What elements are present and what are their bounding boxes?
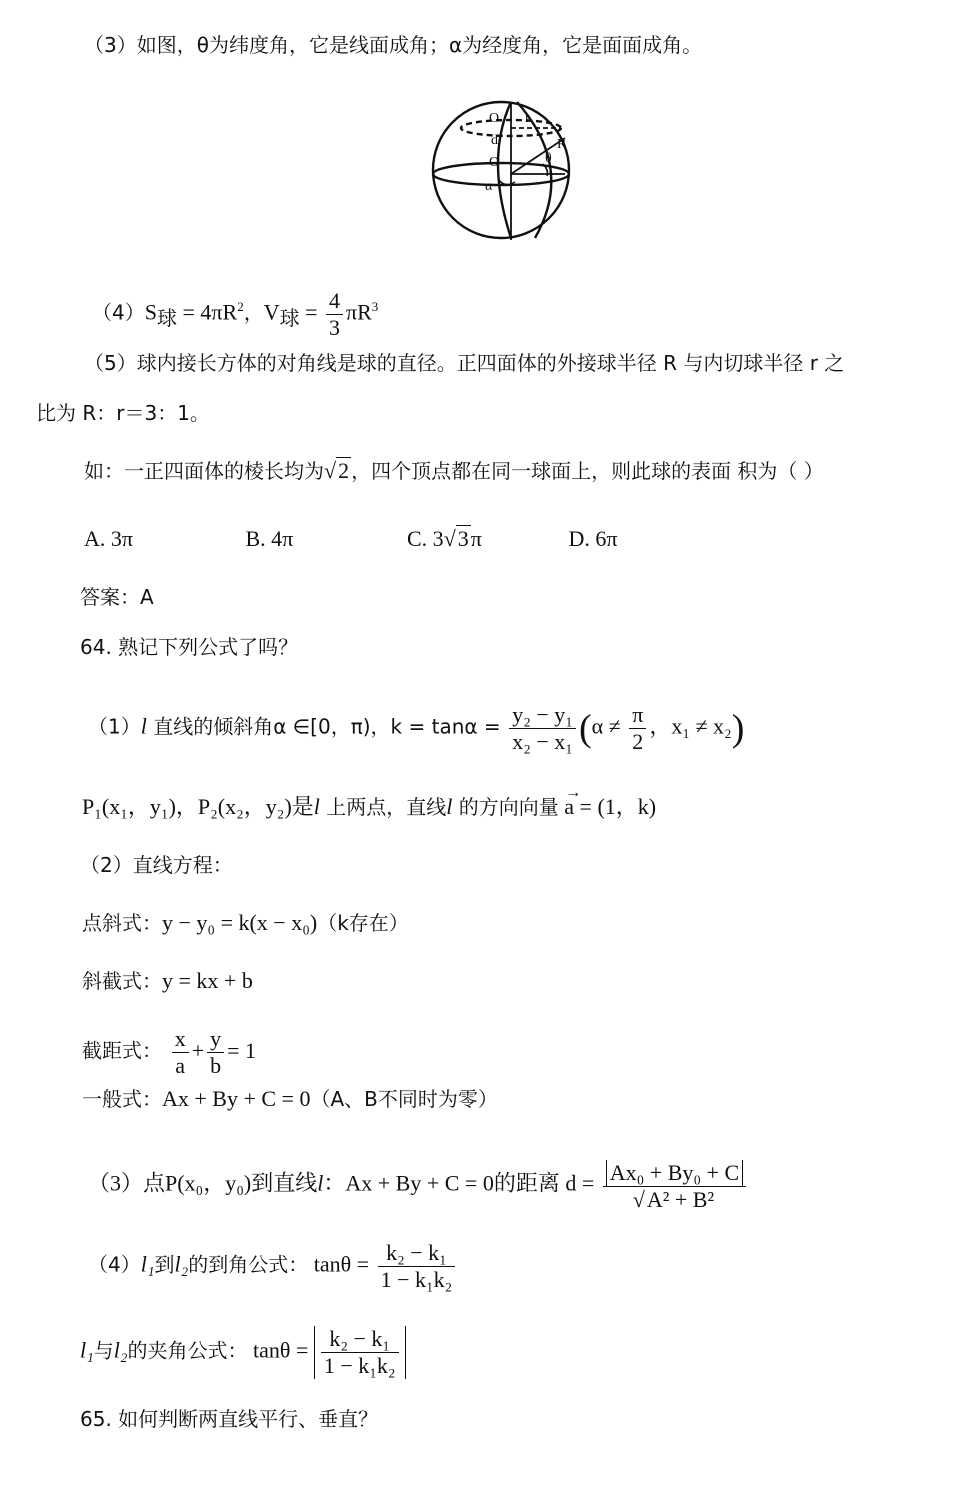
option-a: A. 3π xyxy=(84,526,133,551)
p4-s-sub: 球 xyxy=(156,305,177,330)
general-expr: Ax + By + C = 0 xyxy=(162,1086,311,1111)
p4-v-sub: 球 xyxy=(279,305,300,330)
f4-l2: l₂ xyxy=(174,1251,189,1277)
f4-lhs: tanθ = xyxy=(313,1251,370,1277)
f5-l1: l₁ xyxy=(80,1337,94,1363)
intercept-n1: x xyxy=(172,1026,189,1053)
options-row xyxy=(84,524,725,554)
label-o1: O xyxy=(489,111,500,126)
para-3 xyxy=(84,30,702,60)
f5-fraction xyxy=(321,1326,399,1379)
points-l2: l xyxy=(446,794,453,819)
p4-num: 4 xyxy=(326,288,343,315)
slope-int-label: 斜截式： xyxy=(82,969,162,993)
p4-prefix: （4） xyxy=(92,300,145,325)
question-65: 65. 如何判断两直线平行、垂直？ xyxy=(80,1407,379,1431)
intercept-form xyxy=(82,1026,256,1079)
intercept-label: 截距式： xyxy=(82,1038,162,1063)
f4-prefix: （4） xyxy=(88,1252,141,1277)
intercept-eq: = 1 xyxy=(227,1037,257,1063)
slope-intercept xyxy=(82,966,253,996)
f1-l: l xyxy=(140,713,147,739)
intercept-d1: a xyxy=(175,1053,186,1078)
example-prefix: 如：一正四面体的棱长均为 xyxy=(84,459,324,483)
example-question: 如：一正四面体的棱长均为√2 ，四个顶点都在同一球面上，则此球的表面 积为（ ） xyxy=(84,458,824,483)
f1-mid: 直线的倾斜角α ∈[0，π)，k = tanα = xyxy=(146,714,501,739)
f3-fraction xyxy=(603,1158,746,1213)
f1-prefix: （1） xyxy=(88,714,141,739)
option-c-label: C. 3 xyxy=(407,526,444,551)
p4-eq1: = 4πR xyxy=(182,299,238,325)
option-c-tail: π xyxy=(470,526,482,551)
f1-fraction xyxy=(509,702,576,755)
label-alpha: α xyxy=(485,179,493,194)
point-slope xyxy=(82,908,409,938)
label-r-small: r xyxy=(525,111,530,126)
f5-lhs: tanθ = xyxy=(253,1337,309,1363)
f3-den: A² + B² xyxy=(646,1186,715,1212)
f1-num: y₂ − y₁ xyxy=(509,702,576,729)
f5-with: 与 xyxy=(93,1338,114,1363)
p4-sup3: 3 xyxy=(371,299,379,315)
answer: 答案：A xyxy=(80,585,154,609)
p3-alpha: α xyxy=(448,33,463,57)
option-c: C. 3√3π xyxy=(407,526,482,551)
point-slope-expr: y − y₀ = k(x − x₀) xyxy=(162,910,318,935)
f4-mid: 的到角公式： xyxy=(188,1252,309,1277)
p3-prefix: （3）如图， xyxy=(84,33,197,57)
option-c-root: 3 xyxy=(457,526,469,551)
p4-sup2: 2 xyxy=(237,299,244,315)
example-root: 2 xyxy=(338,458,350,483)
p4-v: V xyxy=(263,299,280,325)
formula-3 xyxy=(88,1158,749,1213)
f3-num-wrap xyxy=(603,1158,746,1187)
p4-comma: ， xyxy=(243,300,264,325)
f3-num: Ax₀ + By₀ + C xyxy=(606,1160,743,1186)
points-tail: 的方向向量 xyxy=(452,795,559,819)
intercept-frac1 xyxy=(172,1026,189,1079)
f4-l1: l₁ xyxy=(140,1251,155,1277)
p4-s: S xyxy=(144,299,157,325)
label-r-big: R xyxy=(557,137,567,152)
formula-5 xyxy=(80,1326,406,1379)
f1-cond1: α ≠ xyxy=(591,713,621,739)
f5-den: 1 − k₁k₂ xyxy=(323,1353,396,1378)
example-suffix: ，四个顶点都在同一球面上，则此球的表面 积为（ ） xyxy=(351,459,824,483)
intercept-d2: b xyxy=(210,1053,222,1078)
question-64: 64. 熟记下列公式了吗？ xyxy=(80,635,299,659)
points-mid: 上两点，直线 xyxy=(319,795,447,819)
label-d: d xyxy=(491,133,498,148)
f2-title: （2）直线方程： xyxy=(80,853,233,877)
f1-den: x₂ − x₁ xyxy=(512,729,573,754)
points-eq: = (1，k) xyxy=(579,794,657,819)
intercept-frac2 xyxy=(207,1026,224,1079)
f3-prefix: （3）点P(x₀，y₀)到直线 xyxy=(88,1170,318,1196)
general-note: （A、B不同时为零） xyxy=(310,1087,498,1111)
f5-num: k₂ − k₁ xyxy=(321,1326,399,1353)
formula-4 xyxy=(88,1240,458,1293)
p4-den: 3 xyxy=(329,315,340,340)
f1-pi-fraction xyxy=(629,702,646,755)
intercept-n2: y xyxy=(207,1026,224,1053)
f5-l2: l₂ xyxy=(113,1337,128,1363)
option-d: D. 6π xyxy=(568,526,618,551)
p3-mid: 为纬度角，它是线面成角； xyxy=(208,33,449,57)
para-4 xyxy=(92,288,378,341)
general-label: 一般式： xyxy=(82,1087,162,1111)
para-5-line1: （5）球内接长方体的对角线是球的直径。正四面体的外接球半径 R 与内切球半径 r 之 xyxy=(84,351,845,375)
points-l1: l xyxy=(313,794,320,819)
f4-fraction xyxy=(378,1240,456,1293)
p4-tail: πR xyxy=(346,299,372,325)
point-slope-label: 点斜式： xyxy=(82,911,162,935)
label-o: O xyxy=(489,155,500,170)
general-form xyxy=(82,1084,498,1114)
f3-l: l xyxy=(317,1170,324,1196)
f3-den-wrap: √A² + B² xyxy=(632,1186,715,1212)
f1-pi: π xyxy=(629,702,646,729)
intercept-plus: + xyxy=(191,1037,205,1063)
f4-den: 1 − k₁k₂ xyxy=(380,1267,453,1292)
points-vec: a xyxy=(564,794,575,819)
formula-1: （1）l 直线的倾斜角α ∈[0，π)，k = tanα = $\frac{\text{y₂ − y₁}}{\text{x₂ − x₁}}$ (α ≠ $\frac{\pi}{2}$ ，x₁ ≠ x₂) xyxy=(88,702,745,754)
para-5-line2: 比为 R：r＝3：1。 xyxy=(36,401,210,425)
p3-theta: θ xyxy=(196,33,209,57)
f4-num: k₂ − k₁ xyxy=(378,1240,456,1267)
points-line: P₁(x₁，y₁)，P₂(x₂，y₂)是l 上两点，直线l 的方向向量 → a = (1，k) xyxy=(82,784,657,819)
f1-cond2: ，x₁ ≠ x₂ xyxy=(649,713,732,739)
f5-mid: 的夹角公式： xyxy=(127,1338,248,1363)
p4-eq2: = xyxy=(305,299,318,325)
slope-int-expr: y = kx + b xyxy=(162,968,253,993)
point-slope-note: （k存在） xyxy=(317,911,409,935)
f3-mid: ：Ax + By + C = 0的距离 d = xyxy=(323,1170,595,1196)
option-b: B. 4π xyxy=(245,526,294,551)
p3-suffix: 为经度角，它是面面成角。 xyxy=(462,33,703,57)
f1-two: 2 xyxy=(632,729,644,754)
sphere-figure xyxy=(425,88,575,248)
points-text: P₁(x₁，y₁)，P₂(x₂，y₂)是 xyxy=(82,794,314,819)
f4-to: 到 xyxy=(154,1252,175,1277)
f5-abs xyxy=(314,1326,406,1379)
p4-fraction xyxy=(326,288,343,341)
label-theta: θ xyxy=(545,151,552,166)
meridian-1 xyxy=(498,102,511,238)
